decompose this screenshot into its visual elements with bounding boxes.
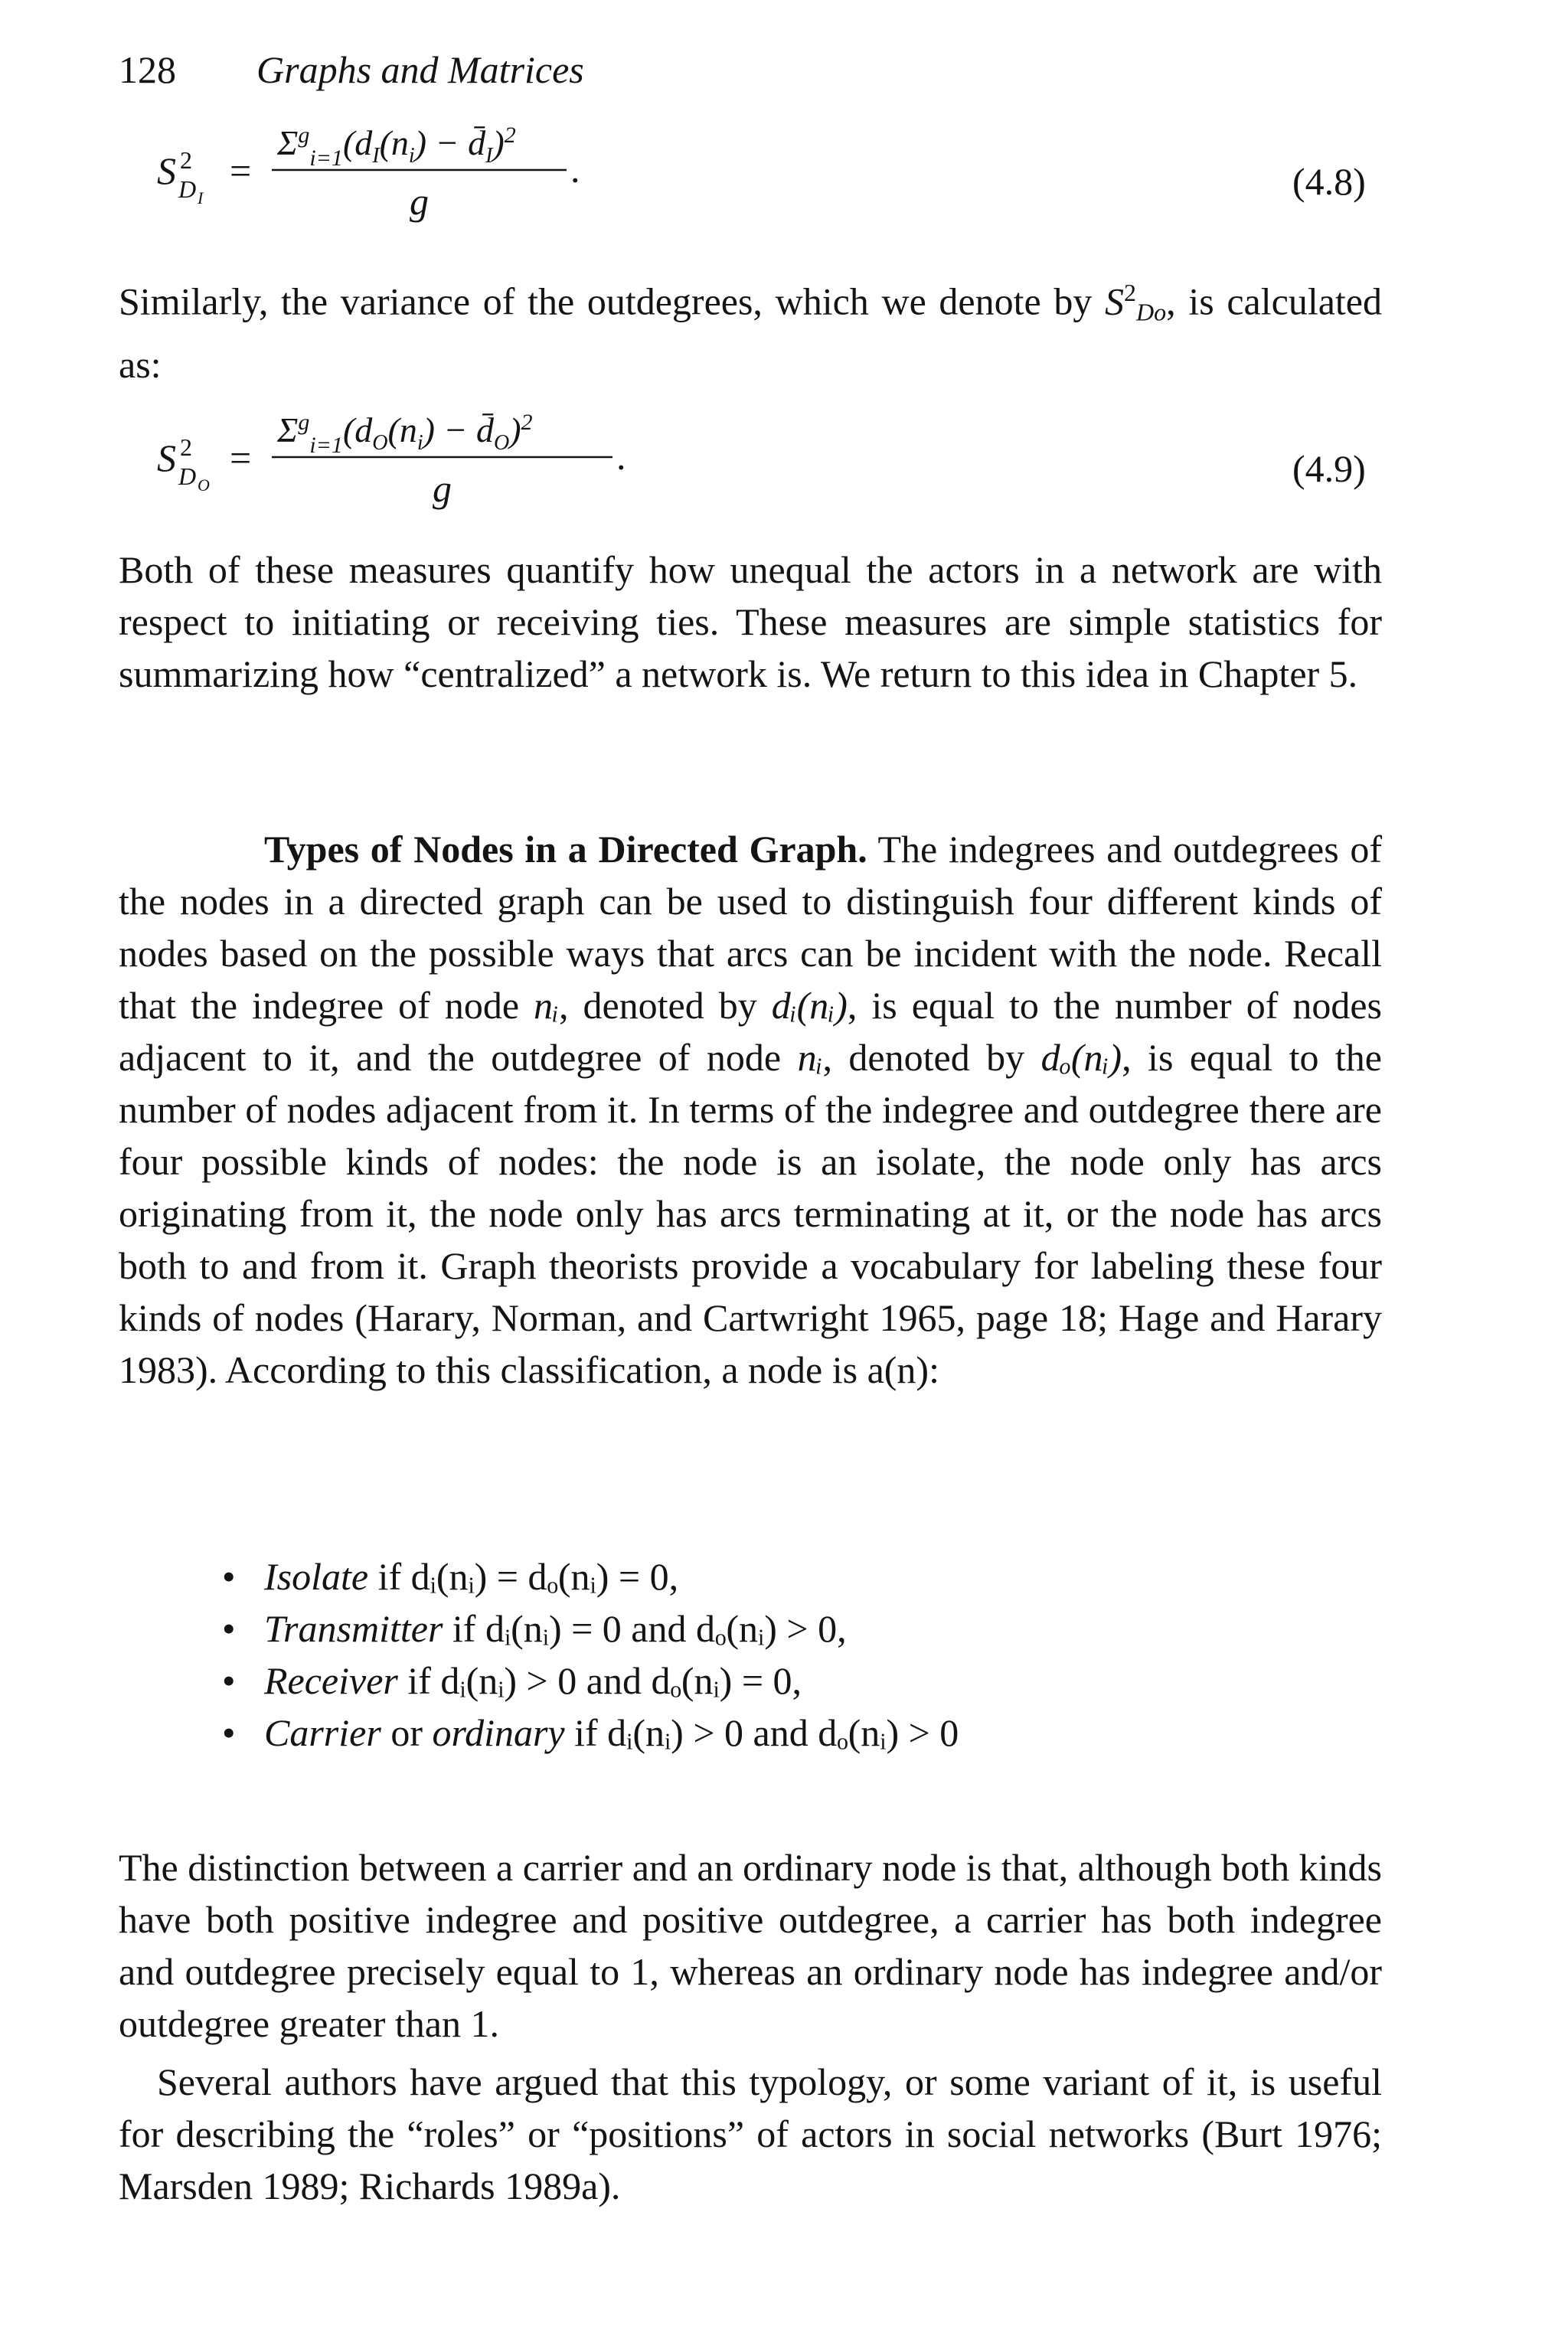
equation-lhs-subscript: D [178,175,197,203]
list-item [222,1655,1294,1707]
paragraph-text: , denoted by [558,984,772,1027]
equation-lhs-symbol: S [157,149,176,192]
equation-period: . [616,435,626,478]
paragraph-text: , denoted by [822,1036,1041,1079]
paragraph-text: , is equal to the number of nodes adjacent to it, and the outdegree of node [119,984,1382,1079]
section-types-of-nodes [119,823,1382,1396]
equation-numerator: $\Sigma^g_{i=1}(d_I(n_i)$ − $d̄_I)^2$ [277,123,516,171]
list-condition: if dᵢ(nᵢ) = 0 and dₒ(nᵢ) > 0, [443,1607,847,1650]
list-term: ordinary [432,1711,565,1754]
paragraph-variance-outdegrees [119,266,1382,390]
equation-lhs-superscript: 2 [180,146,192,174]
equation-numerator: $\Sigma^g_{i=1}(d_O(n_i)$ − $d̄_O)^2$ [277,410,533,458]
list-item [222,1550,1294,1603]
math-inline: nᵢ [797,1036,823,1079]
math-inline: nᵢ [534,984,559,1027]
paragraph-measures [119,544,1382,700]
list-term: Transmitter [264,1607,443,1650]
paragraph-text: The indegrees and outdegrees of the nodes in a directed graph can be used to distinguish four different kinds of nodes based on the possible ways that arcs can be incident with the node. Recall that the indegree of node [119,828,1382,1027]
section-heading: Types of Nodes in a Directed Graph. [264,828,867,871]
list-term: Carrier [264,1711,381,1754]
node-types-list [222,1550,1294,1759]
list-term: Receiver [264,1659,398,1702]
list-item [222,1603,1294,1655]
list-condition: if dᵢ(nᵢ) > 0 and dₒ(nᵢ) = 0, [397,1659,802,1702]
equals-sign: = [230,149,252,192]
list-term: Isolate [264,1555,369,1598]
paragraph-text: , is calculated as: [119,279,1382,386]
equation-lhs-subsubscript: O [198,475,210,495]
equals-sign: = [230,436,252,479]
equation-lhs-superscript: 2 [180,433,192,461]
equation-4-9 [0,394,1568,509]
equation-number: (4.9) [1292,447,1366,490]
paragraph-text: The distinction between a carrier and an ordinary node is that, although both kinds have both positive indegree and positive outdegree, a carrier has both indegree and outdegree precisely equal to 1, whereas an ordinary node has indegree and/or outdegree greater than 1. [119,1846,1382,2045]
equation-number: (4.8) [1292,160,1366,203]
math-inline: dᵢ(nᵢ) [771,984,848,1027]
equation-period: . [570,148,580,191]
paragraph-text: Both of these measures quantify how unequal the actors in a network are with respect to initiating or receiving ties. These measures are simple statistics for summarizing how “centralized” a network is. We return to this idea in Chapter 5. [119,548,1382,695]
paragraph-text: , is equal to the number of nodes adjacent from it. In terms of the indegree and outdegree there are four possible kinds of nodes: the node is an isolate, the node only has arcs originating from it, the node only has arcs terminating at it, or the node has arcs both to and from it. Graph theorists provide a vocabulary for labeling these four kinds of nodes (Harary, Norman, and Cartwright 1965, page 18; Hage and Harary 1983). According to this classification, a node is a(n): [119,1036,1383,1391]
list-condition: if dᵢ(nᵢ) = dₒ(nᵢ) = 0, [368,1555,679,1598]
equation-lhs-subsubscript: I [198,188,204,207]
list-condition: if dᵢ(nᵢ) > 0 and dₒ(nᵢ) > 0 [564,1711,959,1754]
paragraph-typology [119,2056,1382,2212]
list-connector: or [381,1711,433,1754]
equation-denominator: g [433,467,452,510]
math-superscript: 2 [1124,279,1137,306]
math-subscript: Do [1136,298,1167,326]
equation-4-8 [0,107,1568,222]
equation-lhs-symbol: S [157,436,176,479]
paragraph-text: Similarly, the variance of the outdegrees, which we denote by [119,279,1106,323]
running-header [119,47,584,92]
paragraph-text: Several authors have argued that this typology, or some variant of it, is useful for describing the “roles” or “positions” of actors in social networks (Burt 1976; Marsden 1989; Richards 1989a). [119,2060,1382,2207]
page-number: 128 [119,48,176,91]
equation-denominator: g [410,180,429,223]
math-inline: dₒ(nᵢ) [1040,1036,1122,1079]
equation-lhs-subscript: D [178,462,197,490]
math-symbol: S [1105,279,1125,323]
paragraph-carrier-vs-ordinary [119,1841,1382,2050]
list-item [222,1707,1294,1759]
running-title: Graphs and Matrices [256,48,584,91]
